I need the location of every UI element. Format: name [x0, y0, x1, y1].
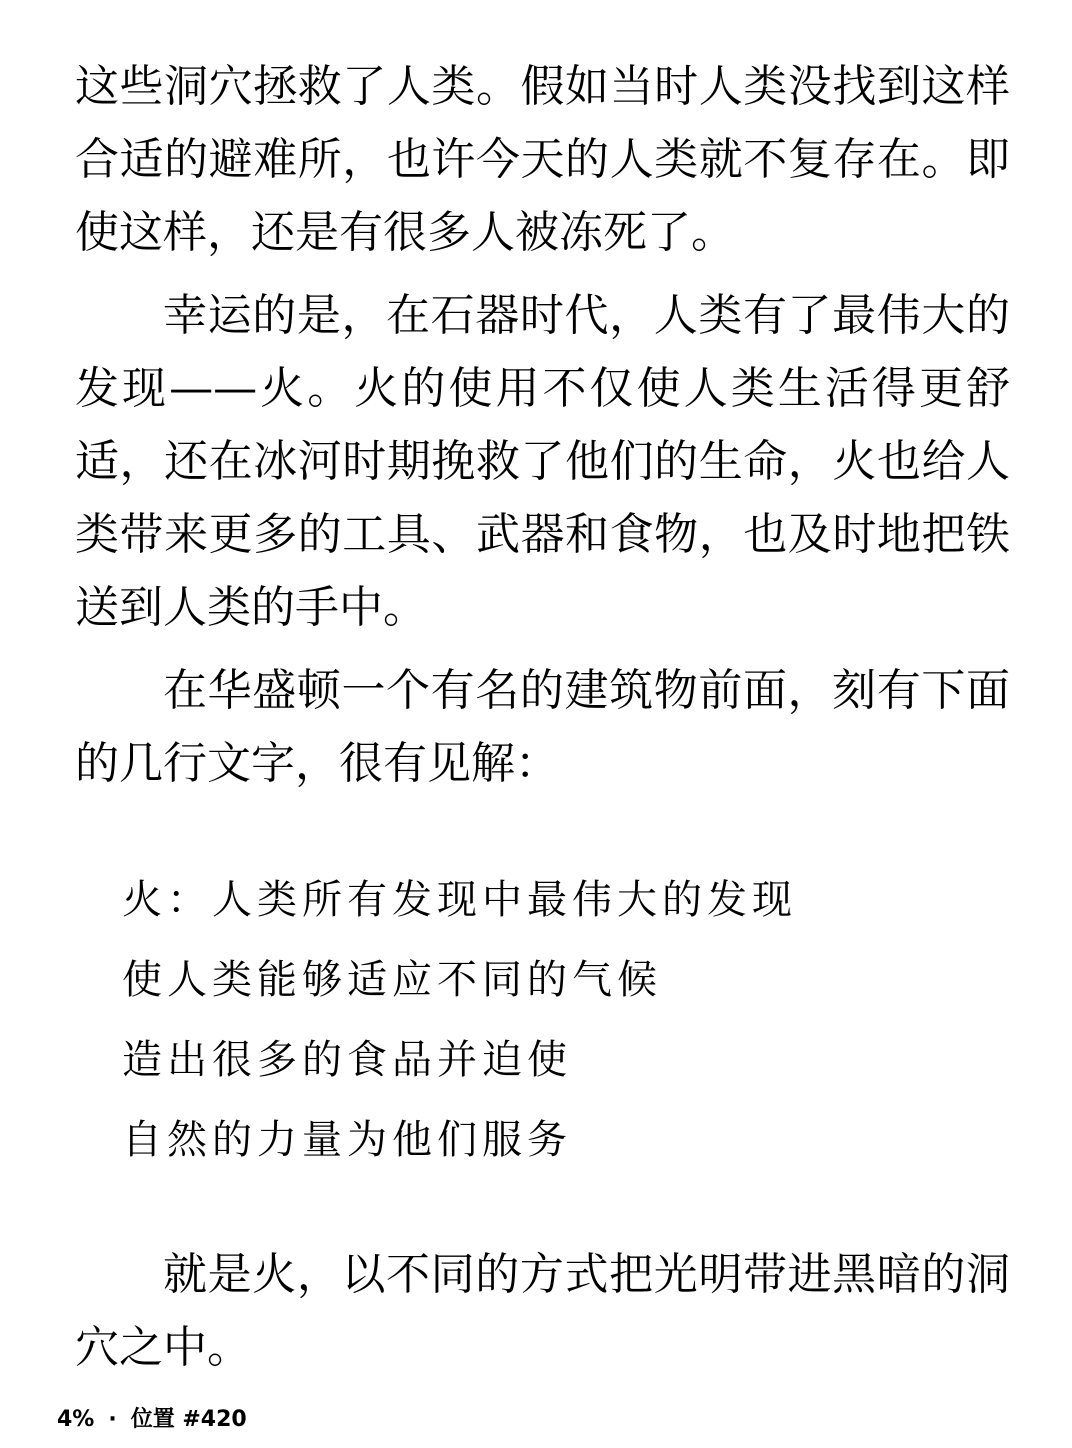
paragraph-1: 这些洞穴拯救了人类。假如当时人类没找到这样合适的避难所，也许今天的人类就不复存在。即使这样，还是有很多人被冻死了。 — [75, 61, 1010, 258]
paragraph-4: 就是火，以不同的方式把光明带进黑暗的洞穴之中。 — [75, 1249, 1010, 1373]
quote-line-4: 自然的力量为他们服务 — [122, 1117, 572, 1163]
paragraph-3: 在华盛顿一个有名的建筑物前面，刻有下面的几行文字，很有见解： — [75, 665, 1010, 789]
reading-page — [75, 50, 1010, 1384]
inscription-quote — [75, 860, 1010, 1180]
quote-line-3: 造出很多的食品并迫使 — [122, 1037, 572, 1083]
footer-separator: · — [108, 1407, 117, 1432]
progress-percent: 4% — [57, 1407, 95, 1432]
location-indicator: 位置 #420 — [130, 1407, 247, 1432]
reading-progress-footer[interactable] — [57, 1402, 247, 1433]
quote-line-2: 使人类能够适应不同的气候 — [122, 957, 662, 1003]
quote-line-1: 火：人类所有发现中最伟大的发现 — [122, 877, 797, 923]
paragraph-2: 幸运的是，在石器时代，人类有了最伟大的发现——火。火的使用不仅使人类生活得更舒适，还在冰河时期挽救了他们的生命，火也给人类带来更多的工具、武器和食物，也及时地把铁送到人类的手中。 — [75, 290, 1010, 633]
